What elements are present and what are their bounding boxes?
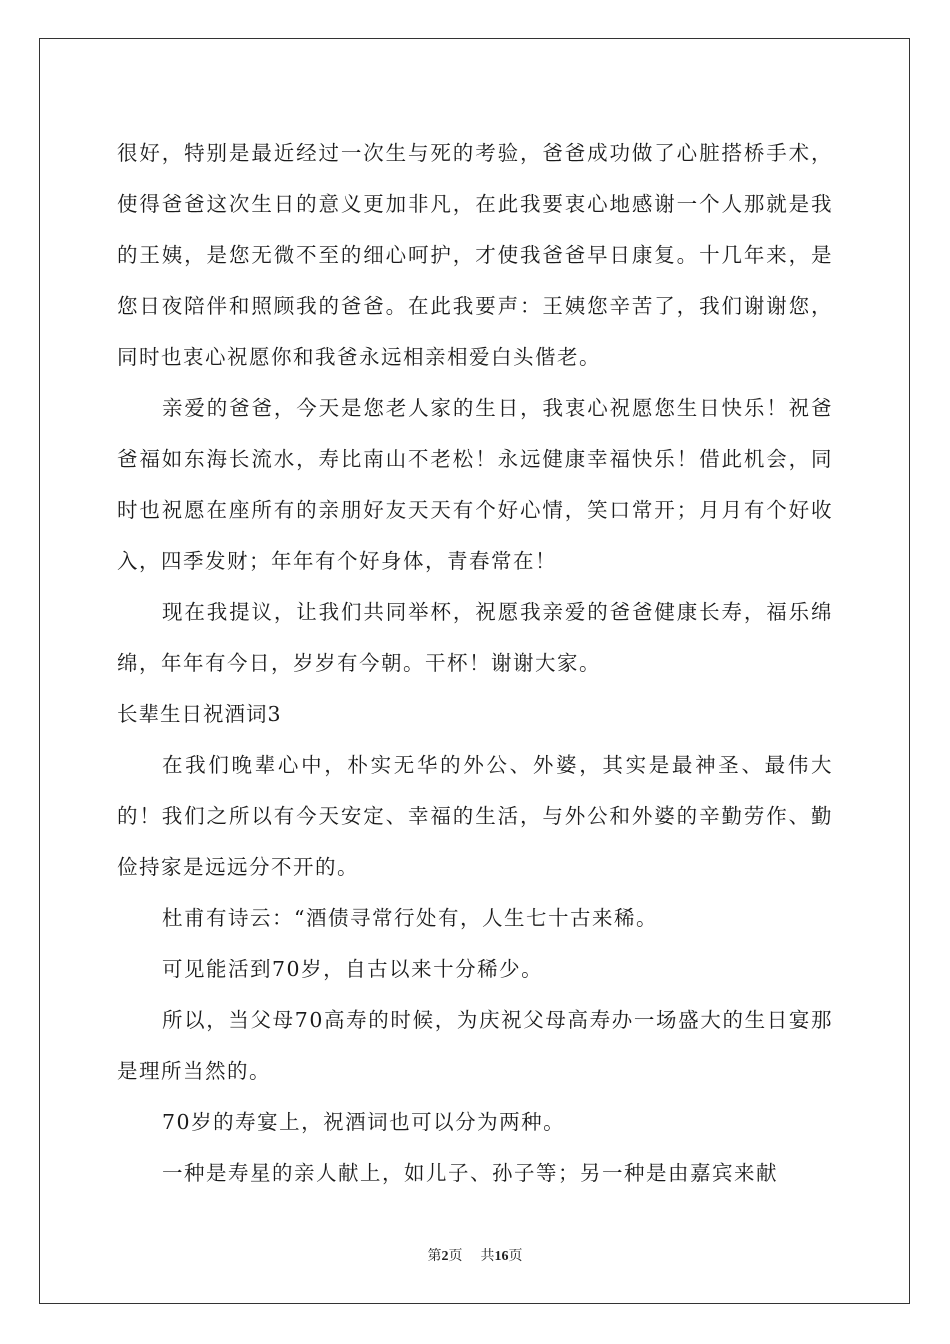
paragraph-5: 杜甫有诗云：“酒债寻常行处有，人生七十古来稀。 [162, 906, 658, 930]
footer-total-prefix: 共 [480, 1249, 495, 1264]
page-footer [0, 1245, 950, 1265]
paragraph-6: 可见能活到70岁，自古以来十分稀少。 [162, 957, 544, 981]
footer-prefix: 第 [427, 1249, 442, 1264]
paragraph-2: 亲爱的爸爸，今天是您老人家的生日，我衷心祝愿您生日快乐！祝爸爸福如东海长流水，寿比南山不老松！永远健康幸福快乐！借此机会，同时也祝愿在座所有的亲朋好友天天有个好心情，笑口常开；月月有个好收入，四季发财；年年有个好身体，青春常在！ [117, 396, 833, 573]
paragraph-1: 很好，特别是最近经过一次生与死的考验，爸爸成功做了心脏搭桥手术，使得爸爸这次生日的意义更加非凡，在此我要衷心地感谢一个人那就是我的王姨，是您无微不至的细心呵护，才使我爸爸早日康复。十几年来，是您日夜陪伴和照顾我的爸爸。在此我要声：王姨您辛苦了，我们谢谢您，同时也衷心祝愿你和我爸永远相亲相爱白头偕老。 [117, 141, 833, 369]
paragraph-9: 一种是寿星的亲人献上，如儿子、孙子等；另一种是由嘉宾来献 [162, 1161, 778, 1185]
footer-total-suffix: 页 [508, 1249, 523, 1264]
paragraph-8: 70岁的寿宴上，祝酒词也可以分为两种。 [162, 1110, 566, 1134]
paragraph-7: 所以，当父母70高寿的时候，为庆祝父母高寿办一场盛大的生日宴那是理所当然的。 [117, 1008, 833, 1083]
footer-total-pages: 16 [494, 1249, 509, 1264]
footer-page-number: 2 [441, 1249, 449, 1264]
footer-page-suffix: 页 [448, 1249, 463, 1264]
paragraph-4: 在我们晚辈心中，朴实无华的外公、外婆，其实是最神圣、最伟大的！我们之所以有今天安定、幸福的生活，与外公和外婆的辛勤劳作、勤俭持家是远远分不开的。 [117, 753, 833, 879]
paragraph-3: 现在我提议，让我们共同举杯，祝愿我亲爱的爸爸健康长寿，福乐绵绵，年年有今日，岁岁有今朝。干杯！谢谢大家。 [117, 600, 833, 675]
section-heading: 长辈生日祝酒词3 [117, 702, 282, 726]
document-body [117, 128, 833, 1199]
